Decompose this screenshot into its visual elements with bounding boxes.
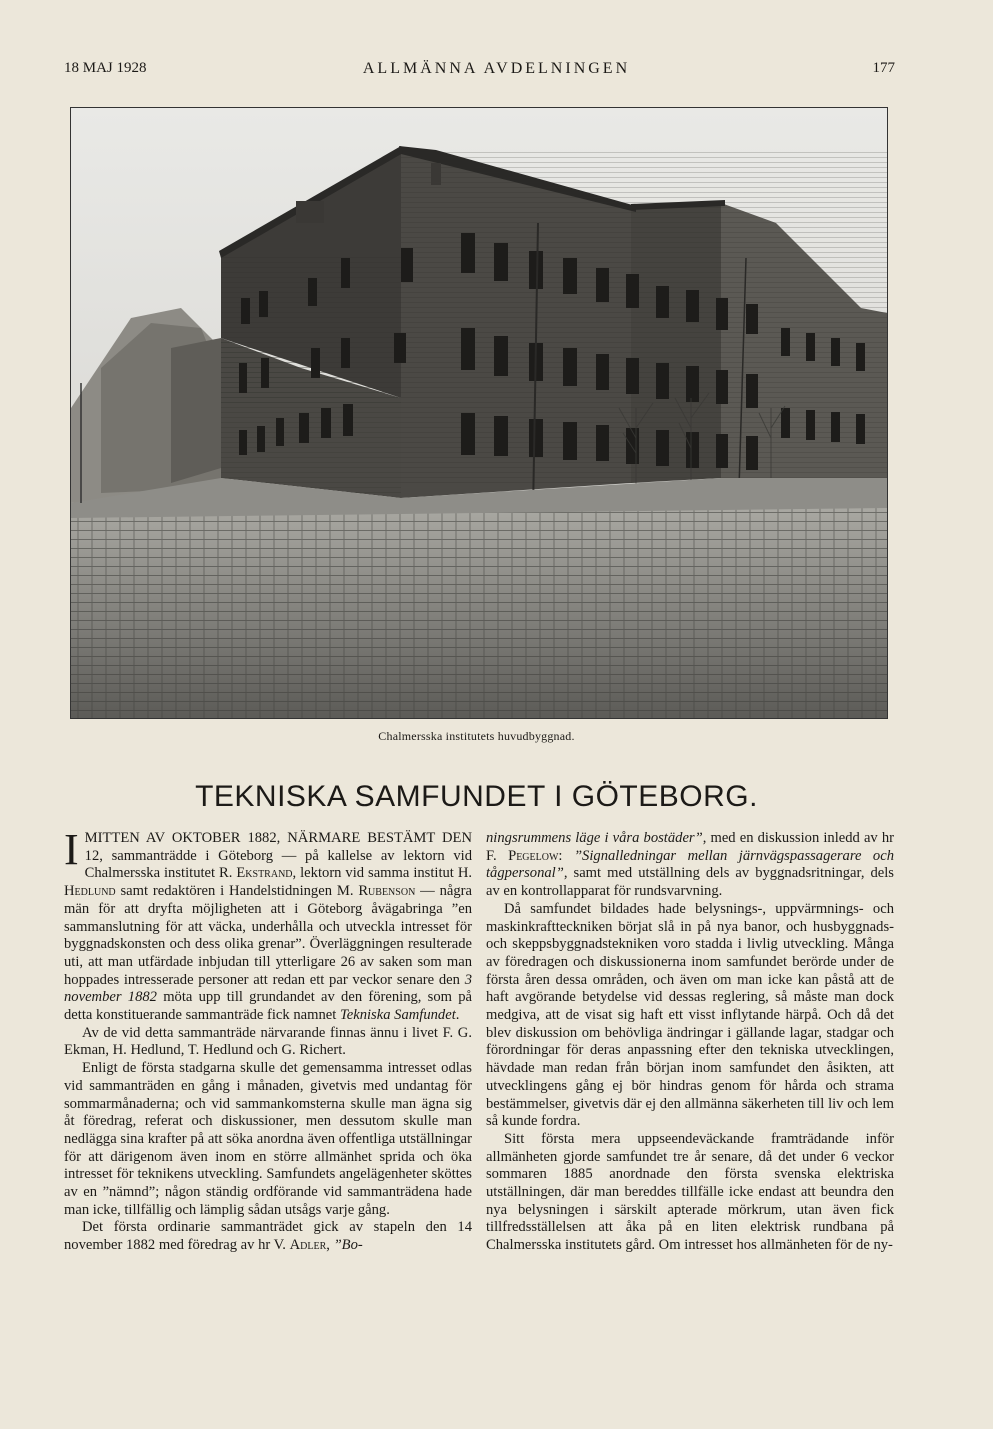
drop-cap: I <box>64 825 79 874</box>
paragraph-exhibition: Sitt första mera uppseendeväckande framträdande inför allmänheten gjorde samfundet tre år senare, då det under 6 veckor sommaren 1885 anordnade den första svenska elektriska utställningen, där man bereddes tillfälle icke endast att beundra den nya belysningen i särskilt apterade mörkrum, utan även fick tillfredsställelsen att åka på en liten elektrisk rundbana på Chalmersska institutets gård. Om intresset hos allmänheten för de ny- <box>486 1130 894 1254</box>
text-run: : <box>558 847 574 864</box>
photo-caption: Chalmersska institutets huvudbyggnad. <box>378 729 575 743</box>
text-run: — några män för att dryfta möjligheten att i Göteborg åvägabringa ”en sammanslutning för att väcka, underhålla och utveckla intresset för byggnadskonsten och dess olika grenar”. Överläggningen resulterade uti, att man utfärdade inbjudan till ytterligare 26 av saken som man hoppades intresserade personer att redan ett par veckor senare den <box>64 883 472 988</box>
text-run: , <box>326 1237 334 1254</box>
text-run: Ekstrand <box>236 865 293 882</box>
paragraph-technology: Då samfundet bildades hade belysnings-, uppvärmnings- och maskinkraftteckniken börjat slå in på nya banor, och husbyggnads- och skeppsbyggnadstekniken voro stadda i livlig utveckling. Många av föredragen och diskussionerna inom samfundet berörde under de första åren dessa områden, och även om man icke kan påstå att de haft avgörande betydelse vid dessas reglering, så måste man dock medgiva, att de visat sig haft ett visst inflytande härpå. Och då det blev diskussion om behövliga ändringar i gällande lagar, stadgar och förordningar för deras anpassning efter den tekniska utvecklingen, hävdade man redan från början inom samfundet den åsikten, att utvecklingens gång ej bör hindras genom för hårda och strama bestämmelser, givetvis där ej den allmänna säkerheten till liv och lem så kunde fordra. <box>486 900 894 1130</box>
text-run: , med en diskussion inledd av hr F. <box>486 830 894 864</box>
text-run: ningsrummens läge i våra bostäder” <box>486 830 703 846</box>
text-run: ”Signalledningar mellan järnvägspassagerare och tågpersonal” <box>486 847 895 882</box>
header-date: 18 MAJ 1928 <box>64 60 147 76</box>
text-run: Hedlund <box>64 883 116 900</box>
building-photograph <box>70 107 888 719</box>
intro-text <box>64 825 473 1024</box>
text-run: möta upp till grundandet av den förening, som på detta konstituerande sammanträde fick namnet <box>64 989 472 1024</box>
text-run: . <box>455 1007 460 1024</box>
text-run: 3 november 1882 <box>64 971 472 1006</box>
text-run: Pegelow <box>508 847 559 864</box>
text-run: , lektorn vid samma institut H. <box>292 865 473 882</box>
text-run: Adler <box>289 1237 327 1254</box>
header-page-number: 177 <box>872 60 895 76</box>
text-run: sammanträdde i Göteborg — på kallelse av lektorn vid Chalmersska institutet R. <box>84 847 472 882</box>
paragraph-first-meeting <box>64 1219 472 1254</box>
paragraph-statutes: Enligt de första stadgarna skulle det gemensamma intresset odlas vid sammanträden en gång i månaden, givetvis med undantag för sommarmånaderna; och vid sammankomsterna skulle man ägna sig åt föredrag, referat och diskussioner, men dessutom skulle man nedlägga sina krafter på att söka anordna även offentliga utställningar för att därigenom även inom en större allmänhet sprida och öka intresset för teknikens utveckling. Samfundets angelägenheter sköttes av en ”nämnd”; någon ständig ordförande vid sammanträdena hade man icke, tillfällig och lämplig sådan utsågs varje gång. <box>64 1060 472 1218</box>
text-run: MITTEN AV OKTOBER 1882, NÄRMARE BESTÄMT DEN 12, <box>84 830 472 864</box>
paragraph-intro <box>64 825 473 1025</box>
left-column <box>64 825 473 1255</box>
text-run: samt redaktören i Handelstidningen M. <box>115 883 359 900</box>
text-run: , samt med utställning dels av byggnadsritningar, dels av en kontrollapparat för rundsvarvning. <box>486 865 894 900</box>
paragraph-continuation <box>486 830 894 901</box>
right-column <box>486 830 894 1255</box>
article-title: TEKNISKA SAMFUNDET I GÖTEBORG. <box>195 780 758 813</box>
text-run: Det första ordinarie sammanträdet gick av stapeln den 14 november 1882 med föredrag av hr V. <box>64 1219 472 1254</box>
text-run: ”Bo- <box>333 1237 363 1254</box>
text-run: Tekniska Samfundet <box>339 1007 456 1024</box>
paragraph-members: Av de vid detta sammanträde närvarande finnas ännu i livet F. G. Ekman, H. Hedlund, T. Hedlund och G. Richert. <box>64 1024 472 1059</box>
header-section-title: ALLMÄNNA AVDELNINGEN <box>362 60 631 77</box>
text-run: Rubenson <box>358 883 416 900</box>
